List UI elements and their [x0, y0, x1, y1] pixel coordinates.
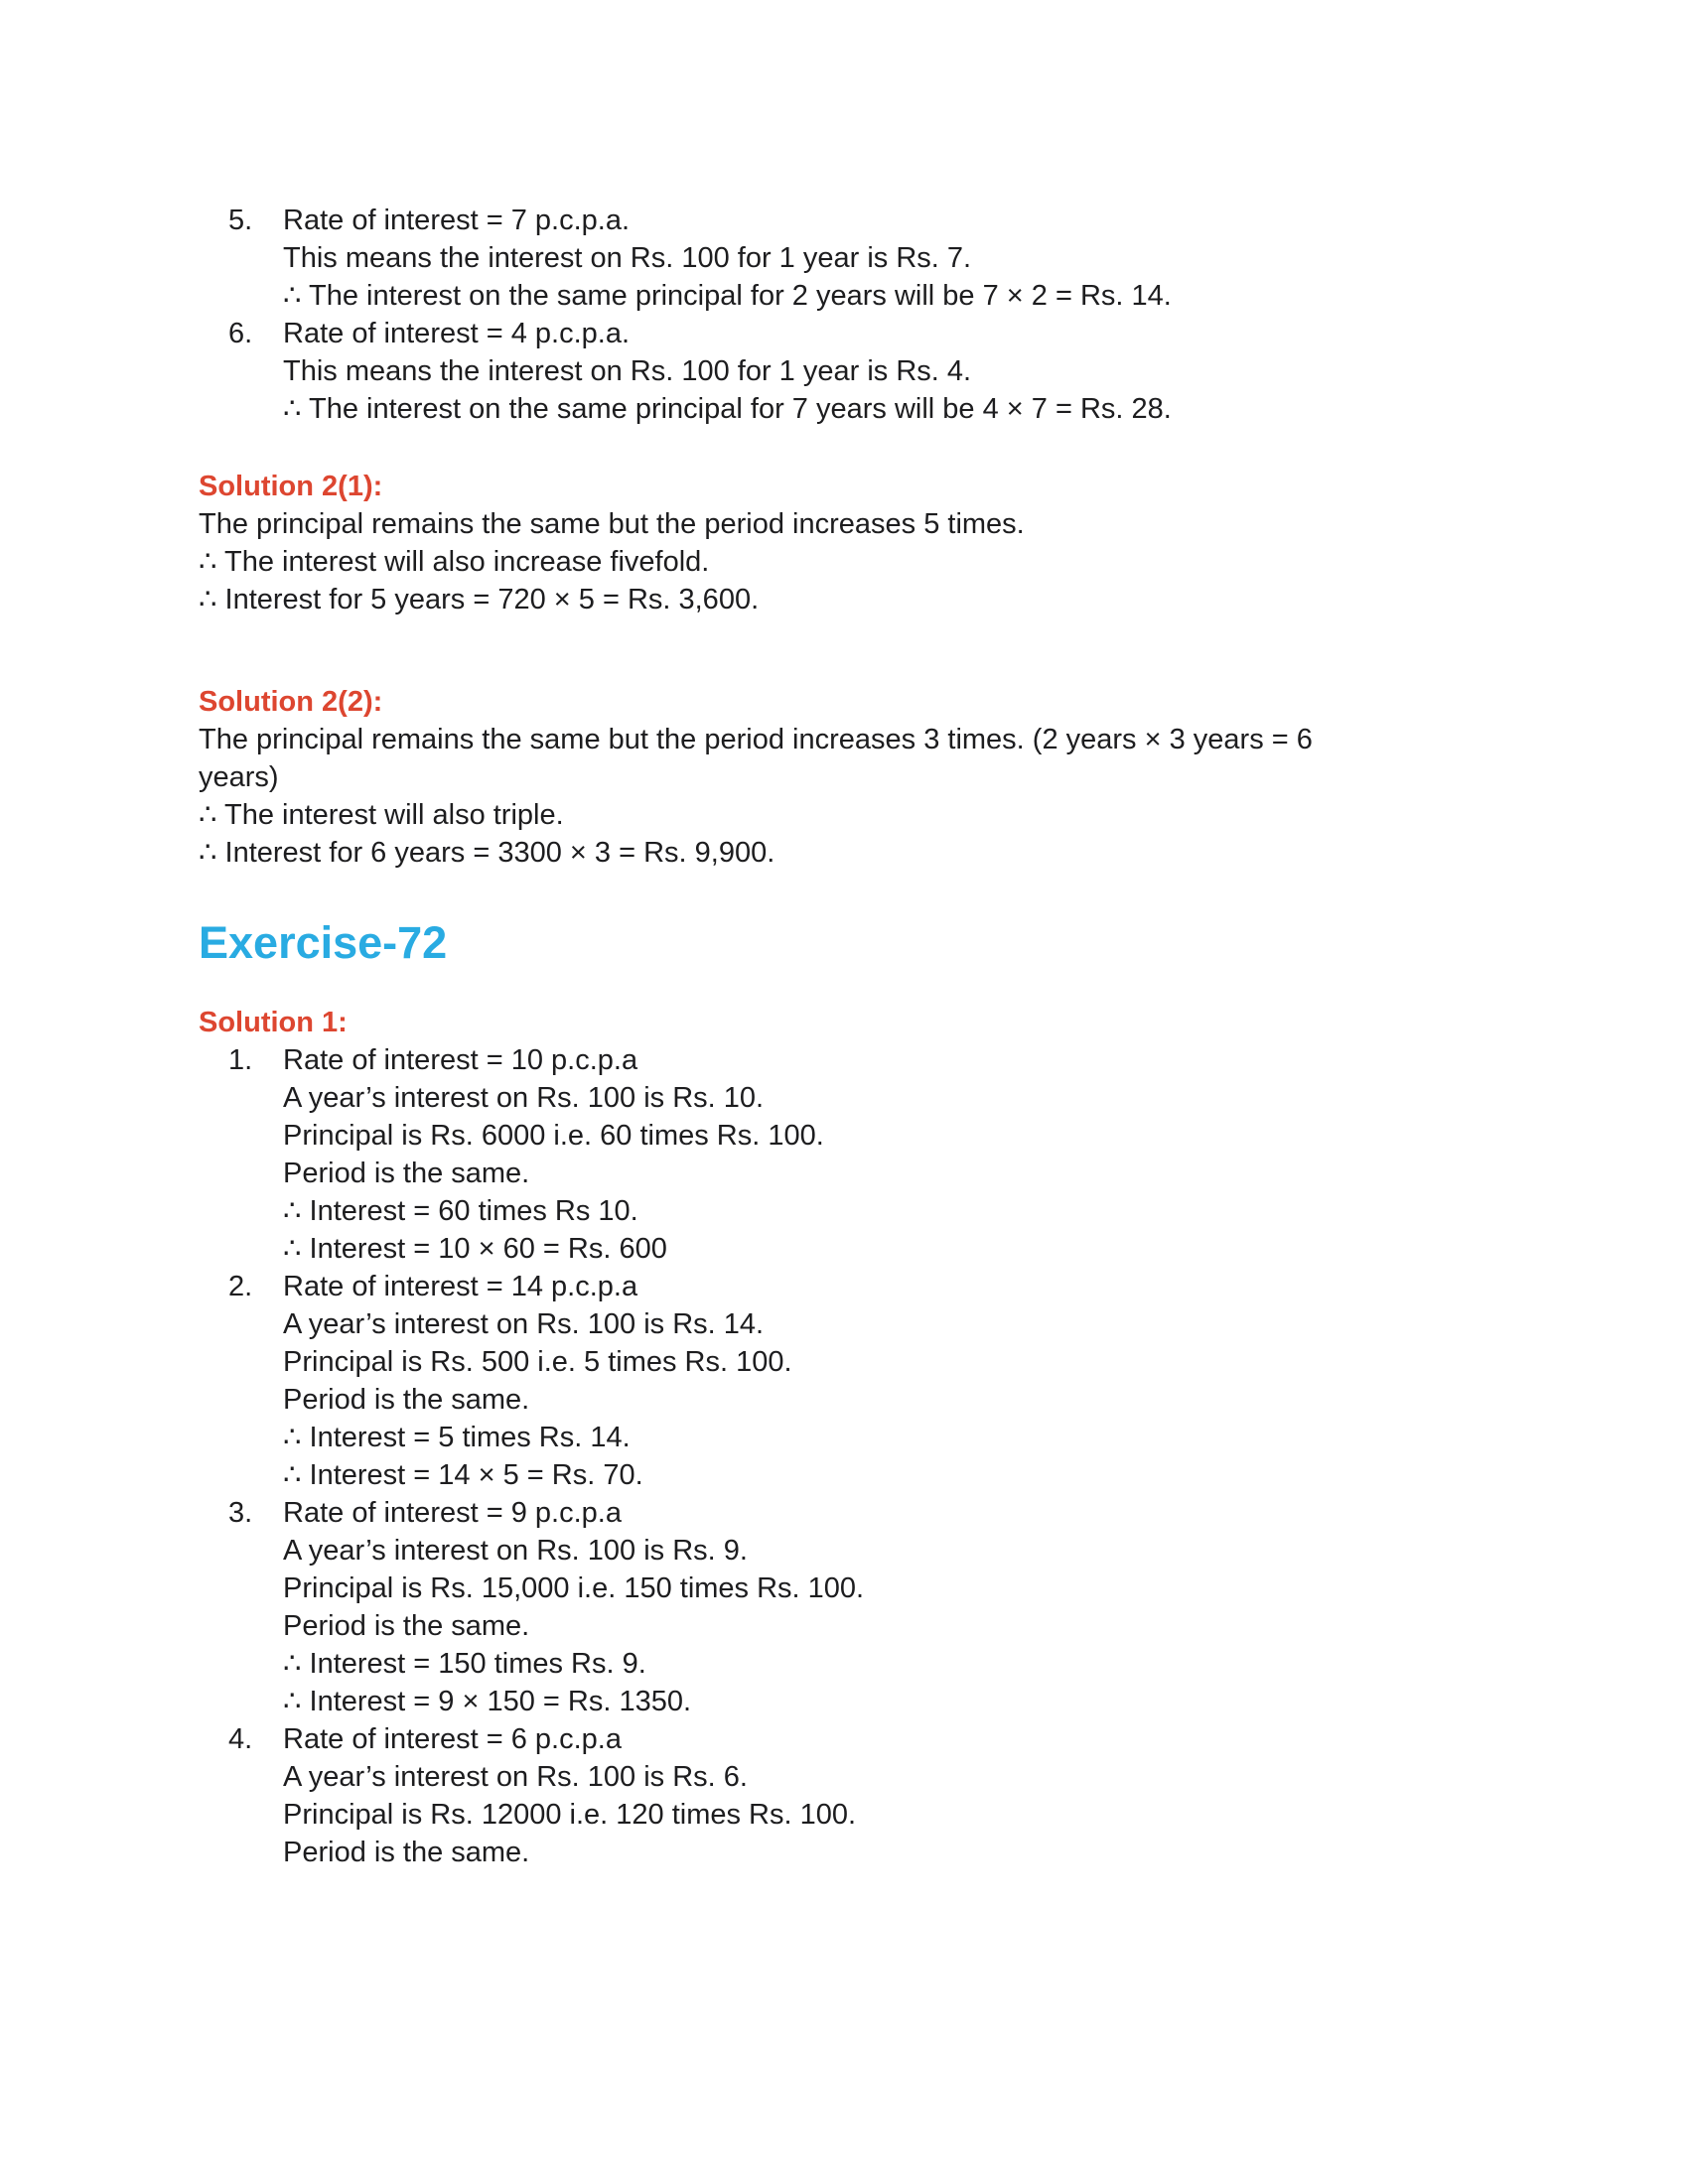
solution-line: Rate of interest = 7 p.c.p.a. — [283, 205, 631, 236]
list-item-6 — [199, 315, 1559, 428]
list-item-number: 4. — [228, 1723, 253, 1755]
solution-line: Principal is Rs. 500 i.e. 5 times Rs. 100. — [283, 1346, 792, 1378]
solution-line: The principal remains the same but the period increases 5 times. — [199, 508, 1025, 540]
solution-line: ∴ Interest = 14 × 5 = Rs. 70. — [283, 1459, 643, 1491]
solution-line: This means the interest on Rs. 100 for 1 year is Rs. 4. — [283, 355, 972, 387]
solution-line: ∴ The interest on the same principal for 7 years will be 4 × 7 = Rs. 28. — [283, 393, 1172, 425]
solution-1-section — [199, 1004, 1559, 1871]
solution-line: The principal remains the same but the period increases 3 times. (2 years × 3 years = 6 — [199, 724, 1313, 755]
solution-line: ∴ Interest for 6 years = 3300 × 3 = Rs. 9,900. — [199, 837, 775, 869]
solution-line: Period is the same. — [283, 1158, 530, 1189]
solution-line: A year’s interest on Rs. 100 is Rs. 10. — [283, 1082, 765, 1114]
solution-2-2-section — [199, 683, 1559, 872]
solution-2-1-heading: Solution 2(1): — [199, 471, 383, 502]
list-item-number: 3. — [228, 1497, 253, 1529]
solution-line: ∴ The interest will also triple. — [199, 799, 564, 831]
solution-line: A year’s interest on Rs. 100 is Rs. 14. — [283, 1308, 765, 1340]
list-item-body — [283, 315, 1172, 428]
list-item-number: 1. — [228, 1044, 253, 1076]
solution-line: Rate of interest = 6 p.c.p.a — [283, 1723, 622, 1755]
solution-line: ∴ Interest = 5 times Rs. 14. — [283, 1422, 631, 1453]
list-item-number: 2. — [228, 1271, 253, 1302]
solution-1-list — [199, 1041, 1559, 1871]
solution-line: ∴ Interest = 60 times Rs 10. — [283, 1195, 638, 1227]
list-item-1 — [199, 1041, 1559, 1268]
solution-line: Rate of interest = 14 p.c.p.a — [283, 1271, 638, 1302]
solution-line: Rate of interest = 10 p.c.p.a — [283, 1044, 638, 1076]
solution-line: ∴ The interest will also increase fivefold. — [199, 546, 710, 578]
solution-line: Principal is Rs. 12000 i.e. 120 times Rs. 100. — [283, 1799, 857, 1831]
exercise-72-heading: Exercise-72 — [199, 917, 448, 968]
solution-line: Period is the same. — [283, 1837, 530, 1868]
upper-solution-list — [199, 202, 1559, 428]
list-item-number: 5. — [228, 205, 253, 236]
solution-line: Principal is Rs. 6000 i.e. 60 times Rs. 100. — [283, 1120, 824, 1152]
list-item-body — [283, 1720, 856, 1871]
list-item-3 — [199, 1494, 1559, 1720]
solution-line: ∴ Interest = 150 times Rs. 9. — [283, 1648, 646, 1680]
solution-2-2-heading: Solution 2(2): — [199, 686, 383, 718]
solution-2-1-section — [199, 468, 1559, 618]
list-item-body — [283, 1268, 792, 1494]
solution-line: ∴ Interest = 9 × 150 = Rs. 1350. — [283, 1686, 692, 1717]
solution-line: years) — [199, 761, 279, 793]
list-item-body — [283, 1041, 824, 1268]
solution-line: Period is the same. — [283, 1610, 530, 1642]
solution-line: Principal is Rs. 15,000 i.e. 150 times Rs. 100. — [283, 1572, 865, 1604]
solution-line: Period is the same. — [283, 1384, 530, 1416]
list-item-4 — [199, 1720, 1559, 1871]
list-item-2 — [199, 1268, 1559, 1494]
list-item-5 — [199, 202, 1559, 315]
solution-line: This means the interest on Rs. 100 for 1 year is Rs. 7. — [283, 242, 972, 274]
solution-line: ∴ The interest on the same principal for 2 years will be 7 × 2 = Rs. 14. — [283, 280, 1172, 312]
solution-line: ∴ Interest = 10 × 60 = Rs. 600 — [283, 1233, 667, 1265]
solution-line: ∴ Interest for 5 years = 720 × 5 = Rs. 3,600. — [199, 584, 760, 615]
list-item-number: 6. — [228, 318, 253, 349]
solution-line: Rate of interest = 9 p.c.p.a — [283, 1497, 622, 1529]
solution-line: A year’s interest on Rs. 100 is Rs. 9. — [283, 1535, 748, 1567]
solution-1-heading: Solution 1: — [199, 1007, 348, 1038]
list-item-body — [283, 1494, 864, 1720]
solution-line: A year’s interest on Rs. 100 is Rs. 6. — [283, 1761, 748, 1793]
list-item-body — [283, 202, 1172, 315]
solution-line: Rate of interest = 4 p.c.p.a. — [283, 318, 631, 349]
